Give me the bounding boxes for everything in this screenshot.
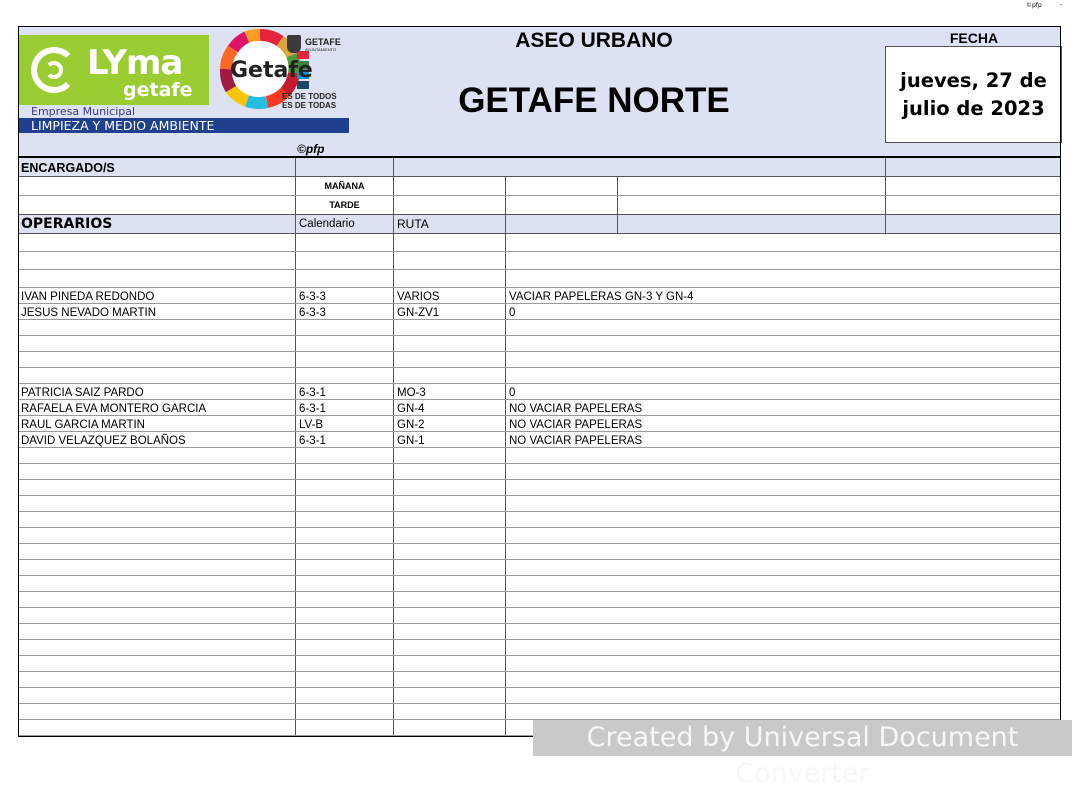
- operario-calendario: [296, 464, 394, 479]
- operario-observaciones: [506, 672, 1061, 687]
- operario-observaciones: [506, 496, 1061, 511]
- fecha-line-2: julio de 2023: [902, 97, 1045, 120]
- operario-row: [18, 384, 1061, 400]
- operario-observaciones: [506, 512, 1061, 527]
- tarde-cell-6: [886, 196, 1061, 214]
- operario-calendario: LV-B: [296, 416, 394, 431]
- operario-calendario: [296, 480, 394, 495]
- fecha-label: FECHA: [949, 30, 999, 46]
- operario-ruta: [394, 234, 506, 251]
- operario-name: [18, 270, 296, 287]
- operario-row: [18, 672, 1061, 688]
- operario-observaciones: [506, 480, 1061, 495]
- operario-row: [18, 368, 1061, 384]
- operario-name: [18, 528, 296, 543]
- operario-calendario: [296, 512, 394, 527]
- operario-observaciones: [506, 704, 1061, 719]
- operario-name: [18, 560, 296, 575]
- operario-row: [18, 416, 1061, 432]
- zone-title: GETAFE NORTE: [458, 81, 730, 120]
- ruta-label: RUTA: [394, 215, 506, 233]
- operario-name: [18, 496, 296, 511]
- fecha-line-1: jueves, 27 de: [900, 69, 1047, 92]
- operario-name: [18, 368, 296, 383]
- operario-row: [18, 608, 1061, 624]
- operario-calendario: [296, 688, 394, 703]
- operario-name: [18, 352, 296, 367]
- operario-calendario: [296, 608, 394, 623]
- operario-row: [18, 576, 1061, 592]
- operario-row: [18, 252, 1061, 270]
- operario-name: JESUS NEVADO MARTIN: [18, 304, 296, 319]
- operario-observaciones: [506, 336, 1061, 351]
- operario-ruta: [394, 528, 506, 543]
- operario-row: [18, 464, 1061, 480]
- operarios-header-cell-6: [886, 215, 1061, 233]
- operario-name: [18, 576, 296, 591]
- operario-observaciones: [506, 688, 1061, 703]
- operario-row: [18, 592, 1061, 608]
- limpieza-bar: [19, 118, 349, 133]
- operario-row: [18, 448, 1061, 464]
- encargados-cell-3: [394, 158, 886, 176]
- operario-ruta: [394, 608, 506, 623]
- luma-logo: [19, 35, 349, 156]
- encargados-header-row: [18, 157, 1061, 177]
- operarios-header-row: [18, 215, 1061, 234]
- operario-observaciones: [506, 544, 1061, 559]
- operario-ruta: [394, 576, 506, 591]
- operario-calendario: [296, 576, 394, 591]
- operario-ruta: [394, 544, 506, 559]
- operario-ruta: GN-2: [394, 416, 506, 431]
- operario-observaciones: [506, 656, 1061, 671]
- operario-row: [18, 304, 1061, 320]
- luma-brand-name: LYma: [87, 43, 183, 83]
- operario-name: [18, 640, 296, 655]
- operario-calendario: 6-3-3: [296, 288, 394, 303]
- operario-ruta: [394, 560, 506, 575]
- operario-observaciones: [506, 640, 1061, 655]
- luma-brand-box: [19, 35, 209, 105]
- operario-ruta: GN-1: [394, 432, 506, 447]
- operario-observaciones: VACIAR PAPELERAS GN-3 Y GN-4: [509, 291, 694, 303]
- operario-name: [18, 656, 296, 671]
- ayuntamiento-sub: AYUNTAMIENTO: [305, 47, 337, 52]
- operario-row: [18, 234, 1061, 252]
- operario-ruta: [394, 480, 506, 495]
- operario-name: [18, 480, 296, 495]
- operario-name: [18, 464, 296, 479]
- tarde-cell-5: [618, 196, 886, 214]
- operario-ruta: [394, 352, 506, 367]
- operario-calendario: [296, 544, 394, 559]
- operario-observaciones: [506, 464, 1061, 479]
- manana-name-cell: [18, 177, 296, 195]
- operarios-label: OPERARIOS: [18, 215, 296, 233]
- operario-name: PATRICIA SAIZ PARDO: [18, 384, 296, 399]
- ayuntamiento-title: GETAFE: [305, 37, 341, 47]
- operario-name: [18, 704, 296, 719]
- operario-calendario: 6-3-1: [296, 400, 394, 415]
- operario-ruta: GN-ZV1: [394, 304, 506, 319]
- operario-calendario: [296, 640, 394, 655]
- operario-observaciones: [506, 592, 1061, 607]
- tarde-cell-4: [506, 196, 618, 214]
- tarde-label: TARDE: [296, 196, 394, 214]
- operario-observaciones: [506, 528, 1061, 543]
- operario-observaciones: [506, 448, 1061, 463]
- operario-name: [18, 592, 296, 607]
- operario-ruta: VARIOS: [394, 288, 506, 303]
- operario-name: [18, 720, 296, 735]
- operario-name: [18, 624, 296, 639]
- operario-ruta: [394, 496, 506, 511]
- operario-ruta: [394, 464, 506, 479]
- operario-ruta: [394, 704, 506, 719]
- operario-ruta: [394, 336, 506, 351]
- operario-row: [18, 432, 1061, 448]
- operario-calendario: [296, 234, 394, 251]
- operario-calendario: [296, 624, 394, 639]
- operario-row: [18, 496, 1061, 512]
- operario-name: IVAN PINEDA REDONDO: [18, 288, 296, 303]
- tarde-row: [18, 196, 1061, 215]
- operario-row: [18, 688, 1061, 704]
- tarde-cell-3: [394, 196, 506, 214]
- converter-watermark: Created by Universal Document Converter: [533, 720, 1072, 756]
- manana-label: MAÑANA: [296, 177, 394, 195]
- operarios-header-cell-4: [506, 215, 618, 233]
- operarios-header-cell-5: [618, 215, 886, 233]
- operario-ruta: [394, 252, 506, 269]
- operario-ruta: [394, 368, 506, 383]
- operario-observaciones: [506, 234, 1061, 251]
- encargados-cell-2: [296, 158, 394, 176]
- operario-ruta: [394, 592, 506, 607]
- operario-row: [18, 288, 1061, 304]
- operario-name: [18, 608, 296, 623]
- calendario-label: Calendario: [296, 215, 394, 233]
- fecha-value: [886, 67, 1061, 123]
- operario-calendario: [296, 560, 394, 575]
- operario-row: [18, 352, 1061, 368]
- tarde-name-cell: [18, 196, 296, 214]
- operario-observaciones: NO VACIAR PAPELERAS: [509, 435, 643, 447]
- operario-calendario: 6-3-1: [296, 384, 394, 399]
- operario-name: RAFAELA EVA MONTERO GARCIA: [18, 400, 296, 415]
- operario-ruta: [394, 640, 506, 655]
- manana-cell-4: [506, 177, 618, 195]
- operario-name: [18, 672, 296, 687]
- operario-calendario: [296, 252, 394, 269]
- operario-calendario: [296, 672, 394, 687]
- encargados-cell-4: [886, 158, 1061, 176]
- operario-calendario: [296, 270, 394, 287]
- operario-name: [18, 252, 296, 269]
- operario-calendario: [296, 496, 394, 511]
- operario-calendario: [296, 720, 394, 735]
- encargados-label: ENCARGADO/S: [18, 158, 296, 176]
- operario-ruta: [394, 320, 506, 335]
- operario-row: [18, 480, 1061, 496]
- operario-row: [18, 400, 1061, 416]
- operario-calendario: [296, 592, 394, 607]
- operario-row: [18, 640, 1061, 656]
- operario-row: [18, 560, 1061, 576]
- operario-row: [18, 270, 1061, 288]
- operario-calendario: [296, 704, 394, 719]
- operario-name: [18, 448, 296, 463]
- corner-mark: ©pfp: [1026, 2, 1042, 9]
- operario-ruta: [394, 720, 506, 735]
- operario-ruta: [394, 448, 506, 463]
- operario-ruta: [394, 688, 506, 703]
- operario-name: [18, 320, 296, 335]
- operario-observaciones: NO VACIAR PAPELERAS: [509, 403, 643, 415]
- operario-calendario: [296, 368, 394, 383]
- operario-observaciones: [506, 352, 1061, 367]
- operario-calendario: [296, 448, 394, 463]
- operario-calendario: [296, 528, 394, 543]
- operario-observaciones: [506, 252, 1061, 269]
- pfp-mark: ©pfp: [297, 142, 325, 156]
- operario-calendario: 6-3-3: [296, 304, 394, 319]
- operario-ruta: [394, 270, 506, 287]
- operario-ruta: MO-3: [394, 384, 506, 399]
- operario-row: [18, 336, 1061, 352]
- manana-row: [18, 177, 1061, 196]
- operario-name: DAVID VELAZQUEZ BOLAÑOS: [18, 432, 296, 447]
- corner-dot: -: [1060, 2, 1062, 8]
- operario-row: [18, 528, 1061, 544]
- operario-name: [18, 512, 296, 527]
- swirl-inner-icon: [45, 61, 63, 79]
- crest-icon: [287, 35, 301, 53]
- operario-observaciones: [506, 368, 1061, 383]
- operario-observaciones: [506, 608, 1061, 623]
- fecha-box: [885, 46, 1062, 143]
- slogan-line-2: ES DE TODAS: [282, 101, 337, 110]
- service-title: ASEO URBANO: [515, 29, 673, 52]
- getafe-logo-word: Getafe: [230, 58, 313, 83]
- operario-observaciones: [506, 270, 1061, 287]
- limpieza-label: LIMPIEZA Y MEDIO AMBIENTE: [31, 118, 215, 133]
- operario-ruta: GN-4: [394, 400, 506, 415]
- operario-calendario: [296, 336, 394, 351]
- operario-observaciones: [506, 560, 1061, 575]
- operario-calendario: [296, 352, 394, 367]
- operario-ruta: [394, 624, 506, 639]
- operario-calendario: 6-3-1: [296, 432, 394, 447]
- operario-row: [18, 704, 1061, 720]
- operario-ruta: [394, 672, 506, 687]
- operario-row: [18, 544, 1061, 560]
- operario-row: [18, 320, 1061, 336]
- operario-row: [18, 624, 1061, 640]
- operario-observaciones: 0: [509, 387, 516, 399]
- operario-observaciones: 0: [509, 307, 516, 319]
- operario-observaciones: [506, 576, 1061, 591]
- operario-ruta: [394, 656, 506, 671]
- manana-cell-6: [886, 177, 1061, 195]
- operario-row: [18, 512, 1061, 528]
- empresa-label: Empresa Municipal: [31, 105, 136, 118]
- operario-name: [18, 544, 296, 559]
- operario-ruta: [394, 512, 506, 527]
- operario-observaciones: [506, 624, 1061, 639]
- operario-name: [18, 336, 296, 351]
- operario-calendario: [296, 320, 394, 335]
- operario-name: RAUL GARCIA MARTIN: [18, 416, 296, 431]
- operario-name: [18, 688, 296, 703]
- sheet-header: [18, 26, 1061, 157]
- operario-calendario: [296, 656, 394, 671]
- operario-observaciones: NO VACIAR PAPELERAS: [509, 419, 643, 431]
- operario-row: [18, 656, 1061, 672]
- operario-name: [18, 234, 296, 251]
- manana-cell-3: [394, 177, 506, 195]
- slogan-line-1: ES DE TODOS: [282, 92, 337, 101]
- operario-observaciones: [506, 320, 1061, 335]
- luma-brand-sub: getafe: [123, 79, 193, 101]
- manana-cell-5: [618, 177, 886, 195]
